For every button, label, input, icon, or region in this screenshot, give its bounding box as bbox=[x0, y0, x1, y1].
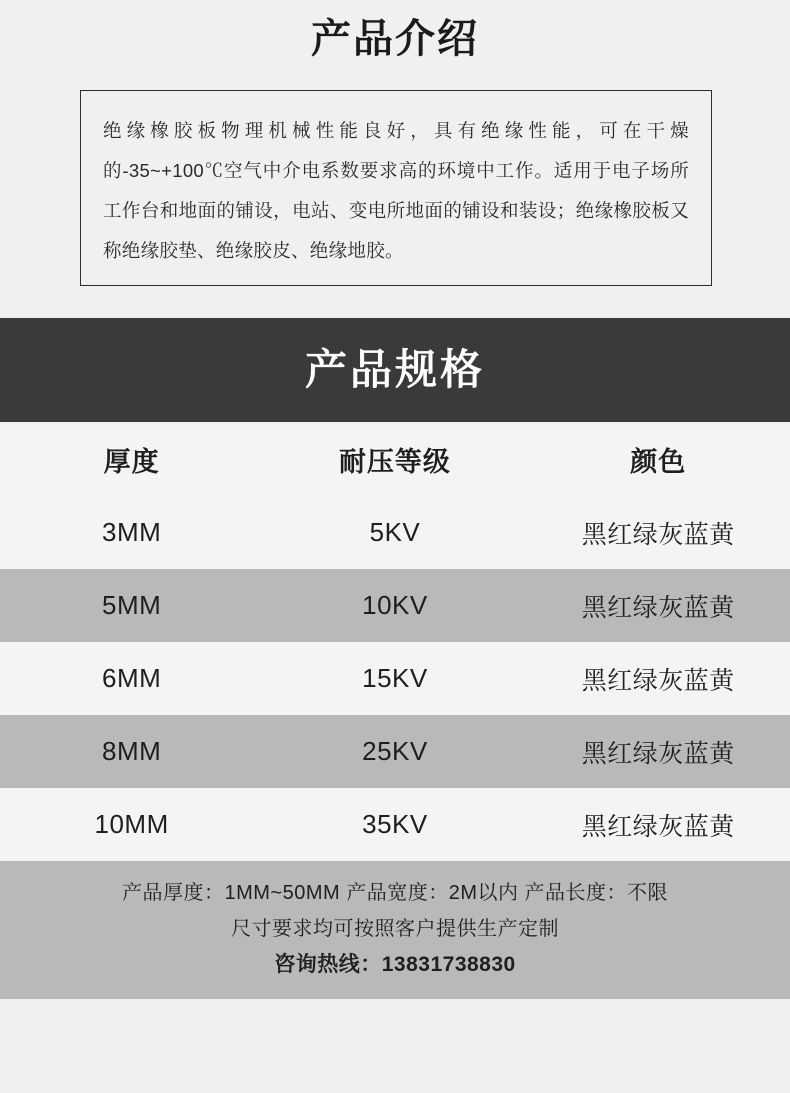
cell-thickness: 6MM bbox=[102, 663, 162, 693]
cell-thickness: 5MM bbox=[102, 590, 162, 620]
spec-footer-notes bbox=[0, 861, 790, 999]
table-row bbox=[0, 642, 790, 715]
note-dimensions: 产品厚度：1MM~50MM 产品宽度：2M以内 产品长度：不限 bbox=[121, 882, 669, 904]
cell-color: 黑红绿灰蓝黄 bbox=[581, 666, 735, 695]
page-title: 产品介绍 bbox=[311, 17, 479, 61]
cell-voltage: 35KV bbox=[362, 809, 428, 839]
note-customization: 尺寸要求均可按照客户提供生产定制 bbox=[231, 918, 559, 940]
cell-thickness: 8MM bbox=[102, 736, 162, 766]
cell-voltage: 15KV bbox=[362, 663, 428, 693]
column-header-color: 颜色 bbox=[630, 446, 687, 477]
product-spec-section bbox=[0, 318, 790, 999]
intro-paragraph: 绝缘橡胶板物理机械性能良好，具有绝缘性能，可在干燥的-35~+100℃空气中介电系数要求高的环境中工作。适用于电子场所工作台和地面的铺设，电站、变电所地面的铺设和装设；绝缘橡胶板又称绝缘胶垫、绝缘胶皮、绝缘地胶。 bbox=[103, 120, 689, 261]
cell-voltage: 5KV bbox=[369, 517, 421, 547]
cell-voltage: 10KV bbox=[362, 590, 428, 620]
cell-color: 黑红绿灰蓝黄 bbox=[581, 739, 735, 768]
table-row bbox=[0, 715, 790, 788]
cell-color: 黑红绿灰蓝黄 bbox=[581, 812, 735, 841]
table-row bbox=[0, 496, 790, 569]
spec-header-banner bbox=[0, 318, 790, 422]
cell-color: 黑红绿灰蓝黄 bbox=[581, 520, 735, 549]
spec-table bbox=[0, 422, 790, 861]
table-header-row bbox=[0, 422, 790, 496]
column-header-thickness: 厚度 bbox=[103, 446, 160, 477]
product-intro-section bbox=[0, 0, 790, 286]
table-row bbox=[0, 788, 790, 861]
note-hotline: 咨询热线：13831738830 bbox=[274, 953, 516, 976]
cell-color: 黑红绿灰蓝黄 bbox=[581, 593, 735, 622]
cell-thickness: 3MM bbox=[102, 517, 162, 547]
cell-thickness: 10MM bbox=[94, 809, 169, 839]
cell-voltage: 25KV bbox=[362, 736, 428, 766]
table-row bbox=[0, 569, 790, 642]
intro-text-box bbox=[80, 90, 712, 286]
spec-title: 产品规格 bbox=[304, 346, 485, 393]
column-header-voltage: 耐压等级 bbox=[338, 446, 451, 477]
